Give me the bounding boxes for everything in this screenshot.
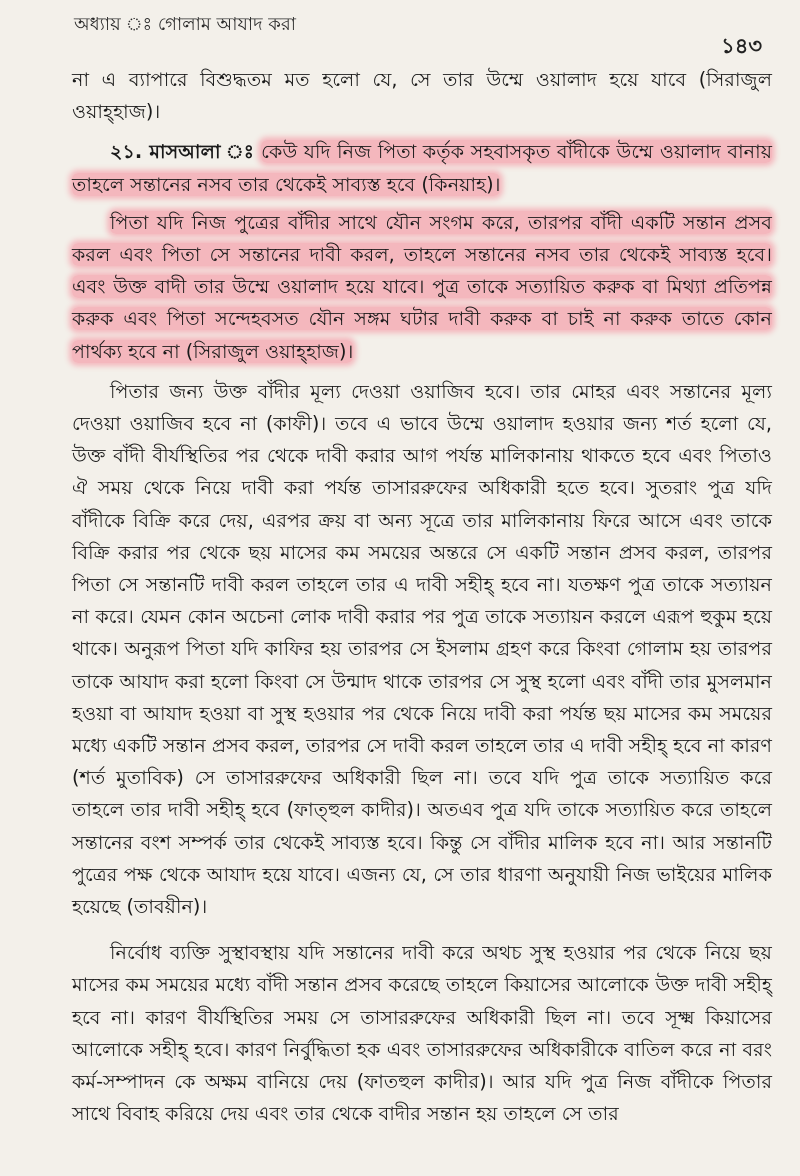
body-text bbox=[72, 64, 772, 1131]
highlighted-text: পিতা যদি নিজ পুত্রের বাঁদীর সাথে যৌন সংগম করে, তারপর বাঁদী একটি সন্তান প্রসব করল এবং পিতা সে সন্তানের দাবী করল, তাহলে সন্তানের নসব তার থেকেই সাব্যস্ত হবে। এবং উক্ত বাদী তার উম্মে ওয়ালাদ হয়ে যাবে। পুত্র তাকে সত্যায়িত করুক বা মিথ্যা প্রতিপন্ন করুক এবং পিতা সন্দেহবসত যৌন সঙ্গম ঘটার দাবী করুক বা চাই না করুক তাতে কোন পার্থক্য হবে না (সিরাজুল ওয়াহ্হাজ)। bbox=[72, 210, 772, 363]
paragraph-continuation: না এ ব্যাপারে বিশুদ্ধতম মত হলো যে, সে তার উম্মে ওয়ালাদ হয়ে যাবে (সিরাজুল ওয়াহ্হাজ)। bbox=[72, 68, 772, 124]
price-obligation-paragraph: পিতার জন্য উক্ত বাঁদীর মূল্য দেওয়া ওয়াজিব হবে। তার মোহর এবং সন্তানের মূল্য দেওয়া ওয়াজিব হবে না (কাফী)। তবে এ ভাবে উম্মে ওয়ালাদ হওয়ার জন্য শর্ত হলো যে, উক্ত বাঁদী বীর্যস্থিতির পর থেকে দাবী করার আগ পর্যন্ত মালিকানায় থাকতে হবে এবং পিতাও ঐ সময় থেকে নিয়ে দাবী করা পর্যন্ত তাসাররুফের অধিকারী হতে হবে। সুতরাং পুত্র যদি বাঁদীকে বিক্রি করে দেয়, এরপর ক্রয় বা অন্য সূত্রে তার মালিকানায় ফিরে আসে এবং তাকে বিক্রি করার পর থেকে ছয় মাসের কম সময়ের অন্তরে সে একটি সন্তান প্রসব করল, তারপর পিতা সে সন্তানটি দাবী করল তাহলে তার এ দাবী সহীহ্ হবে না। যতক্ষণ পুত্র তাকে সত্যায়ন না করে। যেমন কোন অচেনা লোক দাবী করার পর পুত্র তাকে সত্যায়ন করলে এরূপ হুকুম হয়ে থাকে। অনুরূপ পিতা যদি কাফির হয় তারপর সে ইসলাম গ্রহণ করে কিংবা গোলাম হয় তারপর তাকে আযাদ করা হলো কিংবা সে উন্মাদ থাকে তারপর সে সুস্থ হলো এবং বাঁদী তার মুসলমান হওয়া বা আযাদ হওয়া বা সুস্থ হওয়ার পর থেকে নিয়ে দাবী করা পর্যন্ত ছয় মাসের কম সময়ের মধ্যে একটি সন্তান প্রসব করল, তারপর সে দাবী করল তাহলে তার এ দাবী সহীহ্ হবে না কারণ (শর্ত মুতাবিক) সে তাসাররুফের অধিকারী ছিল না। তবে যদি পুত্র তাকে সত্যায়িত করে তাহলে তার দাবী সহীহ্ হবে (ফাত্হুল কাদীর)। অতএব পুত্র যদি তাকে সত্যায়িত করে তাহলে সন্তানের বংশ সম্পর্ক তার থেকেই সাব্যস্ত হবে। কিন্তু সে বাঁদীর মালিক হবে না। আর সন্তানটি পুত্রের পক্ষ থেকে আযাদ হয়ে যাবে। এজন্য যে, সে তার ধারণা অনুযায়ী নিজ ভাইয়ের মালিক হয়েছে (তাবয়ীন)। bbox=[72, 379, 772, 919]
highlighted-text: কেউ যদি নিজ পিতা কর্তৃক সহবাসকৃত বাঁদীকে উম্মে ওয়ালাদ বানায় তাহলে সন্তানের নসব তার থেকেই সাব্যস্ত হবে (কিনয়াহ)। bbox=[72, 140, 772, 196]
masala-21-paragraph bbox=[72, 136, 772, 200]
father-son-slave-paragraph bbox=[72, 207, 772, 368]
running-title: অধ্যায় ঃ গোলাম আযাদ করা bbox=[74, 14, 297, 35]
page-number: ১৪৩ bbox=[721, 34, 762, 58]
foolish-person-paragraph: নির্বোধ ব্যক্তি সুস্থাবস্থায় যদি সন্তানের দাবী করে অথচ সুস্থ হওয়ার পর থেকে নিয়ে ছয় মাসের কম সময়ের মধ্যে বাঁদী সন্তান প্রসব করেছে তাহলে কিয়াসের আলোকে উক্ত দাবী সহীহ্ হবে না। কারণ বীর্যস্থিতির সময় সে তাসাররুফের অধিকারী ছিল না। তবে সূক্ষ্ম কিয়াসের আলোকে সহীহ্ হবে। কারণ নির্বুদ্ধিতা হক এবং তাসাররুফের অধিকারীকে বাতিল করে না বরং কর্ম-সম্পাদন কে অক্ষম বানিয়ে দেয় (ফাতহুল কাদীর)। আর যদি পুত্র নিজ বাঁদীকে পিতার সাথে বিবাহ করিয়ে দেয় এবং তার থেকে বাদীর সন্তান হয় তাহলে সে তার bbox=[72, 941, 772, 1126]
masala-number: ২১. মাসআলা ঃ bbox=[110, 140, 255, 164]
